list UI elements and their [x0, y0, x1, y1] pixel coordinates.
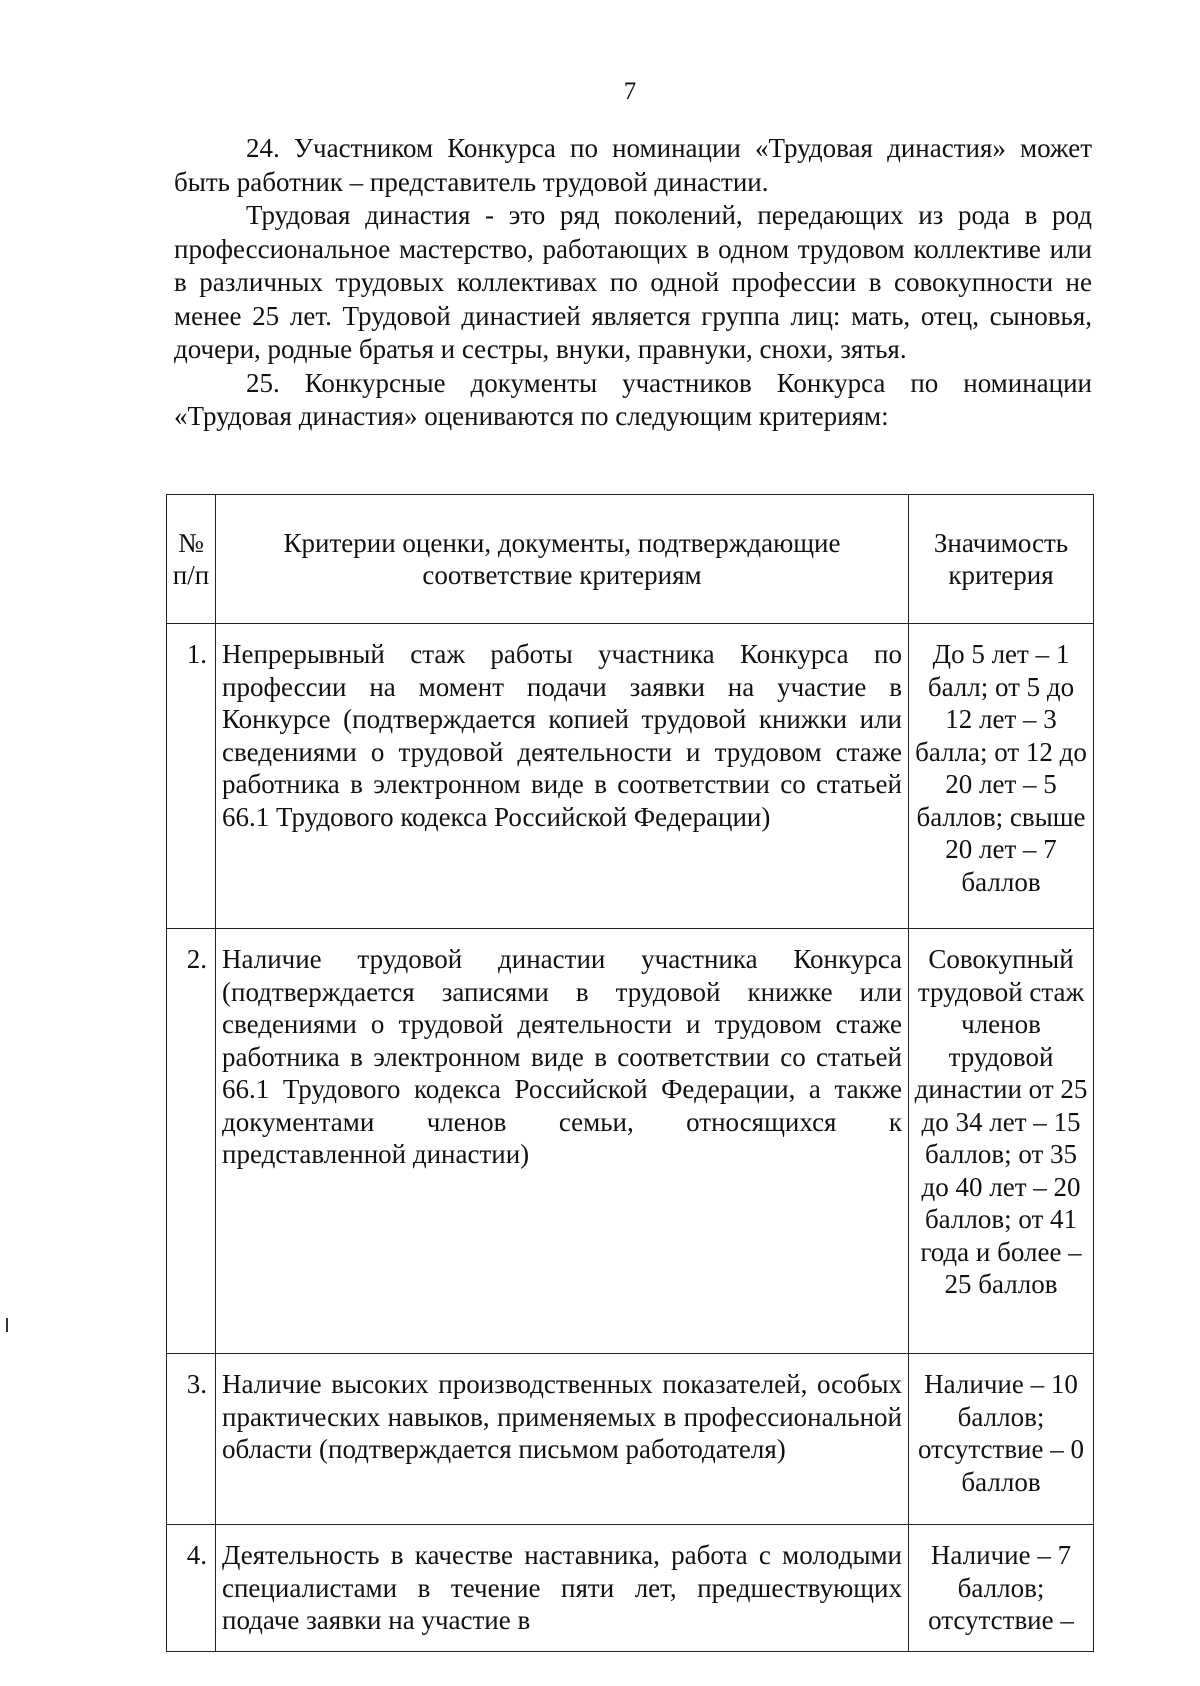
row-criteria: Наличие высоких производственных показателей, особых практических навыков, применяемых в профессиональной области (подтверждается письмом работодателя) — [216, 1354, 909, 1525]
scan-mark — [6, 1318, 8, 1332]
row-criteria: Непрерывный стаж работы участника Конкурса по профессии на момент подачи заявки на участие в Конкурсе (подтверждается копией трудовой книжки или сведениями о трудовой деятельности и трудовом стаже работника в электронном виде в соответствии со статьей 66.1 Трудового кодекса Российской Федерации) — [216, 624, 909, 929]
paragraph-24: 24. Участником Конкурса по номинации «Трудовая династия» может быть работник – представитель трудовой династии. — [174, 133, 1092, 197]
paragraph-25: 25. Конкурсные документы участников Конкурса по номинации «Трудовая династия» оцениваются по следующим критериям: — [174, 367, 1092, 431]
table-row — [167, 1354, 1094, 1525]
row-criteria: Деятельность в качестве наставника, работа с молодыми специалистами в течение пяти лет, предшествующих подаче заявки на участие в — [216, 1525, 909, 1652]
table-header-row — [167, 495, 1094, 624]
row-score: Наличие – 10 баллов; отсутствие – 0 баллов — [909, 1354, 1094, 1525]
criteria-table — [166, 494, 1094, 1652]
row-number: 4. — [167, 1525, 216, 1652]
row-criteria: Наличие трудовой династии участника Конкурса (подтверждается записями в трудовой книжке или сведениями о трудовой деятельности и трудовом стаже работника в электронном виде в соответствии со статьей 66.1 Трудового кодекса Российской Федерации, а также документами членов семьи, относящихся к представленной династии) — [216, 929, 909, 1354]
table-row — [167, 1525, 1094, 1652]
row-score: До 5 лет – 1 балл; от 5 до 12 лет – 3 балла; от 12 до 20 лет – 5 баллов; свыше 20 лет – 7 баллов — [909, 624, 1094, 929]
page-number: 7 — [623, 78, 637, 105]
row-number: 3. — [167, 1354, 216, 1525]
body-text — [174, 132, 1092, 434]
table-row — [167, 624, 1094, 929]
header-score: Значимость критерия — [909, 495, 1094, 624]
row-number: 1. — [167, 624, 216, 929]
table-row — [167, 929, 1094, 1354]
row-score: Совокупный трудовой стаж членов трудовой династии от 25 до 34 лет – 15 баллов; от 35 до 40 лет – 20 баллов; от 41 года и более – 25 баллов — [909, 929, 1094, 1354]
row-score: Наличие – 7 баллов; отсутствие – — [909, 1525, 1094, 1652]
header-number: № п/п — [167, 495, 216, 624]
paragraph-dynasty-definition: Трудовая династия - это ряд поколений, передающих из рода в род профессиональное мастерство, работающих в одном трудовом коллективе или в различных трудовых коллективах по одной профессии в совокупности не менее 25 лет. Трудовой династией является группа лиц: мать, отец, сыновья, дочери, родные братья и сестры, внуки, правнуки, снохи, зятья. — [174, 200, 1092, 364]
header-criteria: Критерии оценки, документы, подтверждающие соответствие критериям — [216, 495, 909, 624]
row-number: 2. — [167, 929, 216, 1354]
